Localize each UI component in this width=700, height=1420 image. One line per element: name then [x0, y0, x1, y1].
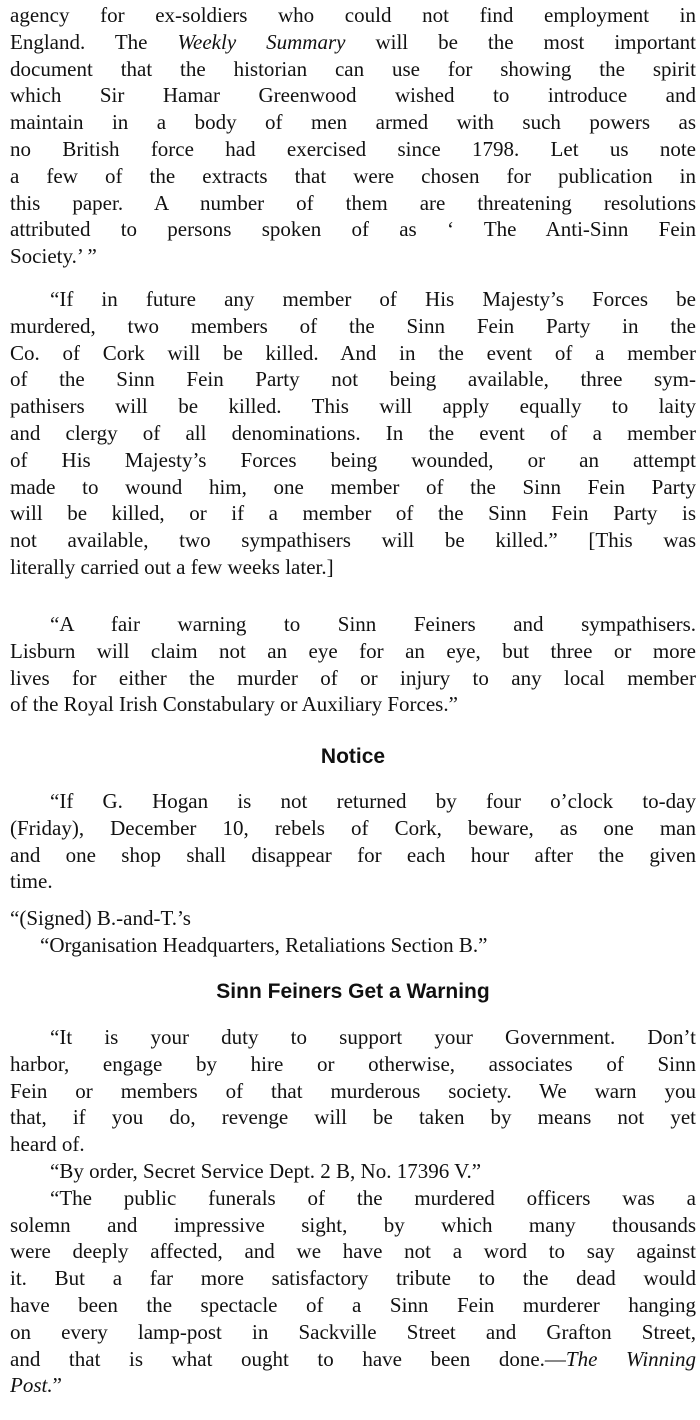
text-line: made to wound him, one member of the Sinn Fein Party	[10, 474, 696, 499]
text-line: maintain in a body of men armed with such powers as	[10, 110, 696, 135]
quote-retaliation-threat	[10, 286, 696, 581]
text-line: “It is your duty to support your Government. Don’t	[50, 1025, 696, 1049]
text-line: agency for ex-soldiers who could not find employment in	[10, 3, 696, 27]
text-line: time.	[10, 869, 53, 894]
text-line: (Friday), December 10, rebels of Cork, beware, as one man	[10, 815, 696, 840]
text-line: Lisburn will claim not an eye for an eye, but three or more	[10, 638, 696, 663]
notice-heading: Notice	[320, 745, 386, 768]
paragraph-greenwood	[10, 2, 696, 270]
notice-signature-block	[10, 905, 696, 959]
text-line: and that is what ought to have been done.—The Winning	[10, 1346, 696, 1371]
text-line: literally carried out a few weeks later.]	[10, 554, 334, 579]
text-line: and clergy of all denominations. In the event of a member	[10, 420, 696, 445]
text-line: a few of the extracts that were chosen for publication in	[10, 163, 696, 188]
text-line: Co. of Cork will be killed. And in the event of a member	[10, 340, 696, 365]
quote-lisburn-warning	[10, 611, 696, 718]
text-line: solemn and impressive sight, by which many thousands	[10, 1212, 696, 1237]
text-line: and one shop shall disappear for each hour after the given	[10, 842, 696, 867]
text-line: “A fair warning to Sinn Feiners and sympathisers.	[50, 612, 696, 636]
text-line: harbor, engage by hire or otherwise, associates of Sinn	[10, 1051, 696, 1076]
text-line: lives for either the murder of or injury to any local member	[10, 665, 696, 690]
text-line: “The public funerals of the murdered officers was a	[50, 1185, 696, 1210]
text-line: that, if you do, revenge will be taken by means not yet	[10, 1105, 696, 1130]
notice-headquarters: “Organisation Headquarters, Retaliations Section B.”	[40, 932, 488, 957]
text-line: will be killed, or if a member of the Sinn Fein Party is	[10, 501, 696, 526]
notice-body	[10, 788, 696, 895]
text-line: Society.’ ”	[10, 244, 97, 269]
text-line: of the Royal Irish Constabulary or Auxiliary Forces.”	[10, 692, 458, 717]
text-line: document that the historian can use for showing the spirit	[10, 56, 696, 81]
text-line: “If in future any member of His Majesty’s Forces be	[50, 287, 696, 311]
text-line: of the Sinn Fein Party not being available, three sym-	[10, 367, 696, 392]
text-line: not available, two sympathisers will be killed.” [This was	[10, 528, 696, 553]
text-line: it. But a far more satisfactory tribute to the dead would	[10, 1266, 696, 1291]
text-line: attributed to persons spoken of as ‘ The Anti-Sinn Fein	[10, 217, 696, 242]
text-line: no British force had exercised since 1798. Let us note	[10, 136, 696, 161]
text-line: of His Majesty’s Forces being wounded, or an attempt	[10, 447, 696, 472]
quote-funerals	[10, 1185, 696, 1399]
text-line: Fein or members of that murderous society. We warn you	[10, 1078, 696, 1103]
text-line: pathisers will be killed. This will apply equally to laity	[10, 394, 696, 419]
warning-heading: Sinn Feiners Get a Warning	[216, 980, 490, 1003]
text-line: have been the spectacle of a Sinn Fein murderer hanging	[10, 1292, 696, 1317]
text-line: murdered, two members of the Sinn Fein Party in the	[10, 313, 696, 338]
warning-section	[10, 1024, 696, 1399]
text-line: on every lamp-post in Sackville Street and Grafton Street,	[10, 1319, 696, 1344]
warning-body	[10, 1024, 696, 1158]
notice-signature: “(Signed) B.-and-T.’s	[10, 906, 191, 930]
text-line: England. The Weekly Summary will be the most important	[10, 29, 696, 54]
warning-order: “By order, Secret Service Dept. 2 B, No. 17396 V.”	[50, 1158, 482, 1183]
text-line: heard of.	[10, 1132, 85, 1157]
text-line: “If G. Hogan is not returned by four o’clock to-day	[50, 789, 696, 813]
text-line: Post.”	[10, 1373, 62, 1398]
text-line: which Sir Hamar Greenwood wished to introduce and	[10, 83, 696, 108]
text-line: this paper. A number of them are threatening resolutions	[10, 190, 696, 215]
text-line: were deeply affected, and we have not a word to say against	[10, 1239, 696, 1264]
